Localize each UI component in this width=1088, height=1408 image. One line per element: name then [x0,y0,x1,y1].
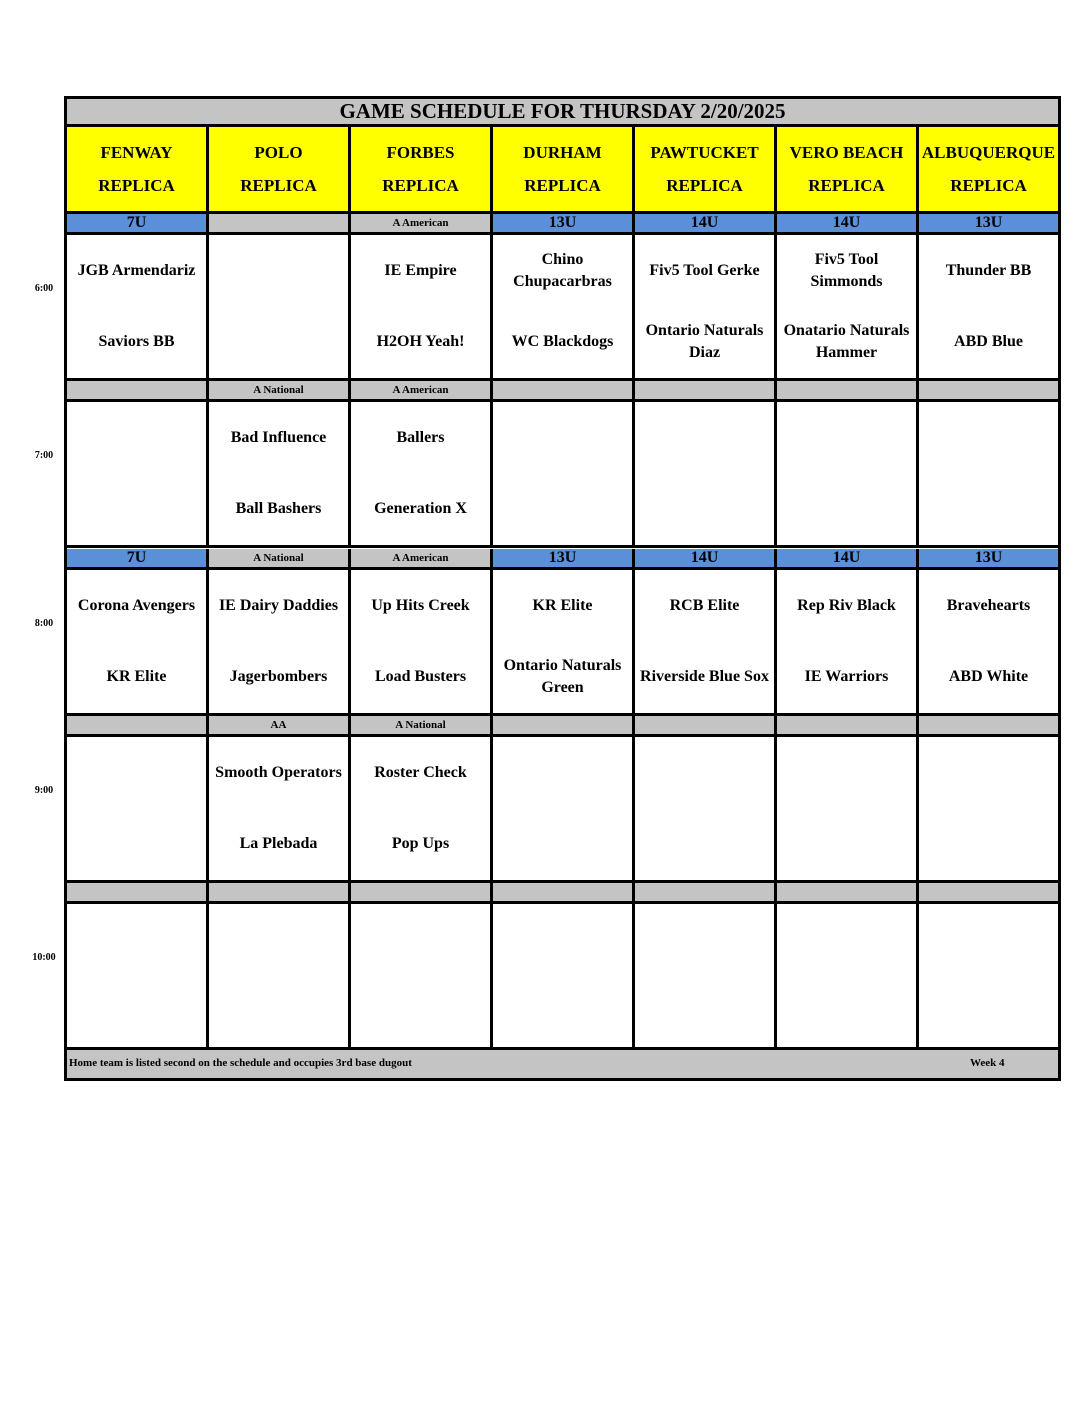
division-label [777,716,919,737]
division-label [493,716,635,737]
field-type: REPLICA [382,176,459,195]
game-cell [67,570,209,716]
home-team: Ball Bashers [235,500,322,518]
home-team: Pop Ups [391,835,450,853]
away-team: Up Hits Creek [371,596,470,614]
division-label: A National [351,716,493,737]
away-team: Fiv5 Tool Simmonds [810,250,883,290]
home-team [635,809,774,881]
time-label: 7:00 [34,450,54,461]
division-label [777,381,919,402]
field-header [209,127,351,214]
away-team [493,904,632,976]
away-team [67,737,206,809]
away-team: Corona Avengers [77,596,196,614]
field-type: REPLICA [524,176,601,195]
home-team: Saviors BB [98,333,175,351]
game-cell [67,235,209,381]
home-team [351,976,490,1048]
game-cell [777,737,919,883]
division-label [67,381,209,402]
game-cell [493,570,635,716]
field-name: DURHAM [523,143,602,162]
away-team: Thunder BB [945,261,1032,279]
division-label [635,716,777,737]
home-team [67,976,206,1048]
away-team [635,904,774,976]
home-team: ABD White [948,668,1029,686]
division-label: 7U [67,214,209,235]
footer-bar [67,1050,1058,1078]
game-cell [919,570,1058,716]
away-team [777,737,916,809]
game-cell [67,904,209,1050]
away-team: IE Empire [384,261,457,279]
division-label [919,716,1058,737]
game-cell [493,737,635,883]
away-team: Fiv5 Tool Gerke [649,261,760,279]
game-cell [635,235,777,381]
away-team: IE Dairy Daddies [218,596,339,614]
division-label: 13U [493,549,635,570]
home-team [67,474,206,546]
division-label: 13U [919,214,1058,235]
home-team: WC Blackdogs [511,333,614,351]
away-team [635,402,774,474]
time-label: 10:00 [32,952,56,963]
home-team [493,976,632,1048]
game-cell [919,402,1058,548]
home-team: Jagerbombers [229,668,328,686]
field-header [635,127,777,214]
division-label [351,883,493,904]
away-team: Bad Influence [230,428,327,446]
field-name: ALBUQUERQUE [921,143,1056,162]
division-label: A American [351,549,493,570]
game-cell [209,737,351,883]
division-label [493,883,635,904]
division-label: 14U [635,549,777,570]
game-cell [351,737,493,883]
away-team: Chino Chupacarbras [513,250,612,290]
division-label [635,381,777,402]
away-team [67,904,206,976]
away-team [919,402,1058,474]
away-team [493,737,632,809]
home-team: Riverside Blue Sox [640,668,769,686]
division-label [493,381,635,402]
game-cell [635,904,777,1050]
away-team: Rep Riv Black [797,596,896,614]
division-label: A American [351,214,493,235]
division-label [209,883,351,904]
home-team: Ontario Naturals Diaz [645,322,764,362]
division-label: 14U [635,214,777,235]
home-team [919,809,1058,881]
away-team [493,402,632,474]
away-team [777,904,916,976]
field-header [777,127,919,214]
away-team: Ballers [396,428,445,446]
home-team: Onatario Naturals Hammer [783,322,910,362]
field-type: REPLICA [98,176,175,195]
game-cell [351,904,493,1050]
division-label [67,716,209,737]
game-cell [351,402,493,548]
home-team [209,976,348,1048]
home-team: KR Elite [106,668,167,686]
game-cell [209,235,351,381]
game-cell [777,235,919,381]
schedule-table [64,96,1061,1081]
footer-note: Home team is listed second on the schedule and occupies 3rd base dugout [69,1057,412,1069]
field-header [67,127,209,214]
field-type: REPLICA [808,176,885,195]
field-type: REPLICA [950,176,1027,195]
away-team [777,402,916,474]
game-cell [777,570,919,716]
division-label [919,381,1058,402]
away-team [351,904,490,976]
away-team [209,904,348,976]
away-team: RCB Elite [669,596,740,614]
game-cell [635,570,777,716]
game-cell [493,235,635,381]
home-team: ABD Blue [954,333,1023,351]
division-label [919,883,1058,904]
division-label: A National [209,549,351,570]
field-name: VERO BEACH [789,143,904,162]
home-team: Generation X [374,500,467,518]
home-team [67,809,206,881]
field-name: FENWAY [100,143,173,162]
division-label: 7U [67,549,209,570]
game-cell [919,737,1058,883]
game-cell [919,904,1058,1050]
home-team [209,307,348,379]
division-label: 14U [777,214,919,235]
time-label: 9:00 [34,785,54,796]
away-team [209,235,348,307]
field-type: REPLICA [666,176,743,195]
away-team [919,904,1058,976]
home-team [919,976,1058,1048]
division-label: A American [351,381,493,402]
field-name: POLO [254,143,303,162]
field-header [493,127,635,214]
field-header [351,127,493,214]
home-team [493,474,632,546]
division-label [209,214,351,235]
game-cell [209,402,351,548]
away-team [67,402,206,474]
game-cell [493,904,635,1050]
home-team [777,474,916,546]
home-team [493,809,632,881]
home-team: Load Busters [374,668,467,686]
division-label [67,883,209,904]
division-label [777,883,919,904]
home-team: IE Warriors [804,668,889,686]
away-team: KR Elite [532,596,593,614]
game-cell [635,737,777,883]
division-label: AA [209,716,351,737]
game-cell [351,235,493,381]
away-team: Roster Check [374,763,467,781]
game-cell [635,402,777,548]
week-label: Week 4 [970,1057,1005,1069]
away-team: JGB Armendariz [77,261,196,279]
game-cell [919,235,1058,381]
field-name: PAWTUCKET [650,143,759,162]
home-team [635,976,774,1048]
field-header [919,127,1058,214]
game-cell [777,402,919,548]
division-label [635,883,777,904]
time-label: 6:00 [34,283,54,294]
field-type: REPLICA [240,176,317,195]
game-cell [67,402,209,548]
game-cell [777,904,919,1050]
game-cell [493,402,635,548]
away-team [635,737,774,809]
page-title: GAME SCHEDULE FOR THURSDAY 2/20/2025 [67,99,1058,127]
home-team [777,809,916,881]
time-label: 8:00 [34,618,54,629]
away-team [919,737,1058,809]
home-team: Ontario Naturals Green [503,657,622,697]
home-team [777,976,916,1048]
game-cell [209,904,351,1050]
game-cell [67,737,209,883]
division-label: 14U [777,549,919,570]
home-team [635,474,774,546]
field-name: FORBES [386,143,455,162]
game-cell [351,570,493,716]
game-cell [209,570,351,716]
away-team: Smooth Operators [215,763,342,781]
home-team [919,474,1058,546]
division-label: 13U [493,214,635,235]
home-team: La Plebada [239,835,318,853]
away-team: Bravehearts [946,596,1031,614]
division-label: A National [209,381,351,402]
division-label: 13U [919,549,1058,570]
home-team: H2OH Yeah! [376,333,465,351]
